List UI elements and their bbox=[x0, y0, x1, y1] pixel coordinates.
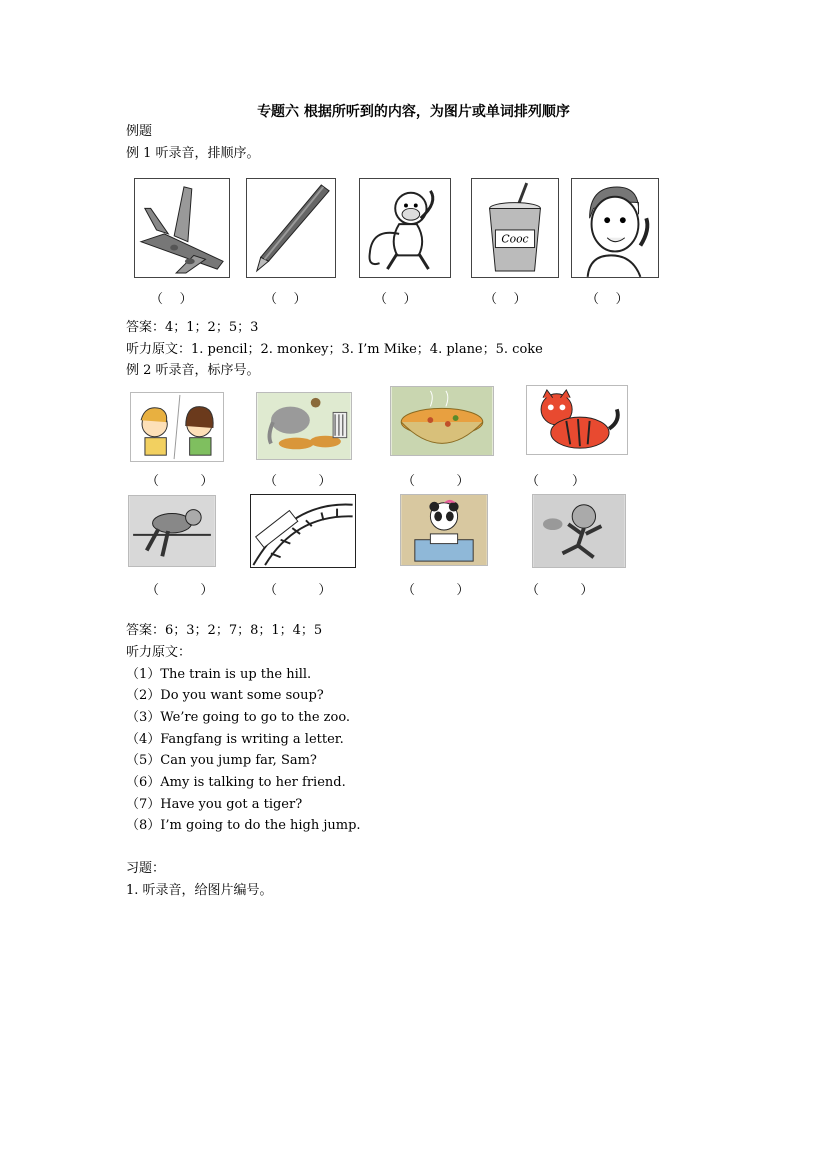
coke-picture bbox=[471, 178, 559, 278]
zoo-animals-picture bbox=[256, 392, 352, 460]
example1-answer: 答案：4；1；2；5；3 bbox=[126, 320, 259, 335]
ex2-blank-4[interactable]: （ ） bbox=[526, 474, 586, 489]
ex1-blank-4[interactable]: （ ） bbox=[484, 292, 527, 307]
script-line: （1）The train is up the hill. bbox=[126, 667, 312, 682]
ex2-blank-8[interactable]: （ ） bbox=[526, 583, 594, 598]
plane-picture bbox=[134, 178, 230, 278]
writing-letter-picture bbox=[400, 494, 488, 566]
mike-picture bbox=[571, 178, 659, 278]
example1-script: 听力原文：1. pencil；2. monkey；3. I’m Mike；4. plane；5. coke bbox=[126, 342, 543, 357]
example1-heading: 例 1 听录音，排顺序。 bbox=[126, 146, 260, 161]
page-title: 专题六 根据所听到的内容，为图片或单词排列顺序 bbox=[257, 104, 570, 120]
script-line: （2）Do you want some soup? bbox=[126, 688, 324, 703]
cup-logo-text: Cooc bbox=[501, 232, 529, 246]
example2-script-label: 听力原文： bbox=[126, 645, 192, 660]
script-line: （4）Fangfang is writing a letter. bbox=[126, 732, 344, 747]
ex2-blank-7[interactable]: （ ） bbox=[402, 583, 470, 598]
jump-far-picture bbox=[532, 494, 626, 568]
exercises-heading: 习题： bbox=[126, 861, 166, 876]
script-line: （6）Amy is talking to her friend. bbox=[126, 775, 346, 790]
tiger-picture bbox=[526, 385, 628, 455]
soup-picture bbox=[390, 386, 494, 456]
ex2-blank-1[interactable]: （ ） bbox=[146, 474, 214, 489]
pencil-picture bbox=[246, 178, 336, 278]
script-line: （7）Have you got a tiger? bbox=[126, 797, 303, 812]
script-line: （8）I’m going to do the high jump. bbox=[126, 818, 361, 833]
train-hill-picture bbox=[250, 494, 356, 568]
ex2-blank-5[interactable]: （ ） bbox=[146, 583, 214, 598]
exercise1-heading: 1. 听录音，给图片编号。 bbox=[126, 883, 273, 898]
girls-talking-picture bbox=[130, 392, 224, 462]
monkey-picture bbox=[359, 178, 451, 278]
script-line: （3）We’re going to go to the zoo. bbox=[126, 710, 351, 725]
ex2-blank-2[interactable]: （ ） bbox=[264, 474, 332, 489]
ex1-blank-3[interactable]: （ ） bbox=[374, 292, 417, 307]
example2-answer: 答案：6；3；2；7；8；1；4；5 bbox=[126, 623, 323, 638]
ex1-blank-5[interactable]: （ ） bbox=[586, 292, 629, 307]
example2-heading: 例 2 听录音，标序号。 bbox=[126, 363, 260, 378]
ex2-blank-3[interactable]: （ ） bbox=[402, 474, 470, 489]
ex1-blank-1[interactable]: （ ） bbox=[150, 292, 193, 307]
ex1-blank-2[interactable]: （ ） bbox=[264, 292, 307, 307]
high-jump-picture bbox=[128, 495, 216, 567]
section-example-heading: 例题 bbox=[126, 124, 153, 139]
ex2-blank-6[interactable]: （ ） bbox=[264, 583, 332, 598]
script-line: （5）Can you jump far, Sam? bbox=[126, 753, 317, 768]
